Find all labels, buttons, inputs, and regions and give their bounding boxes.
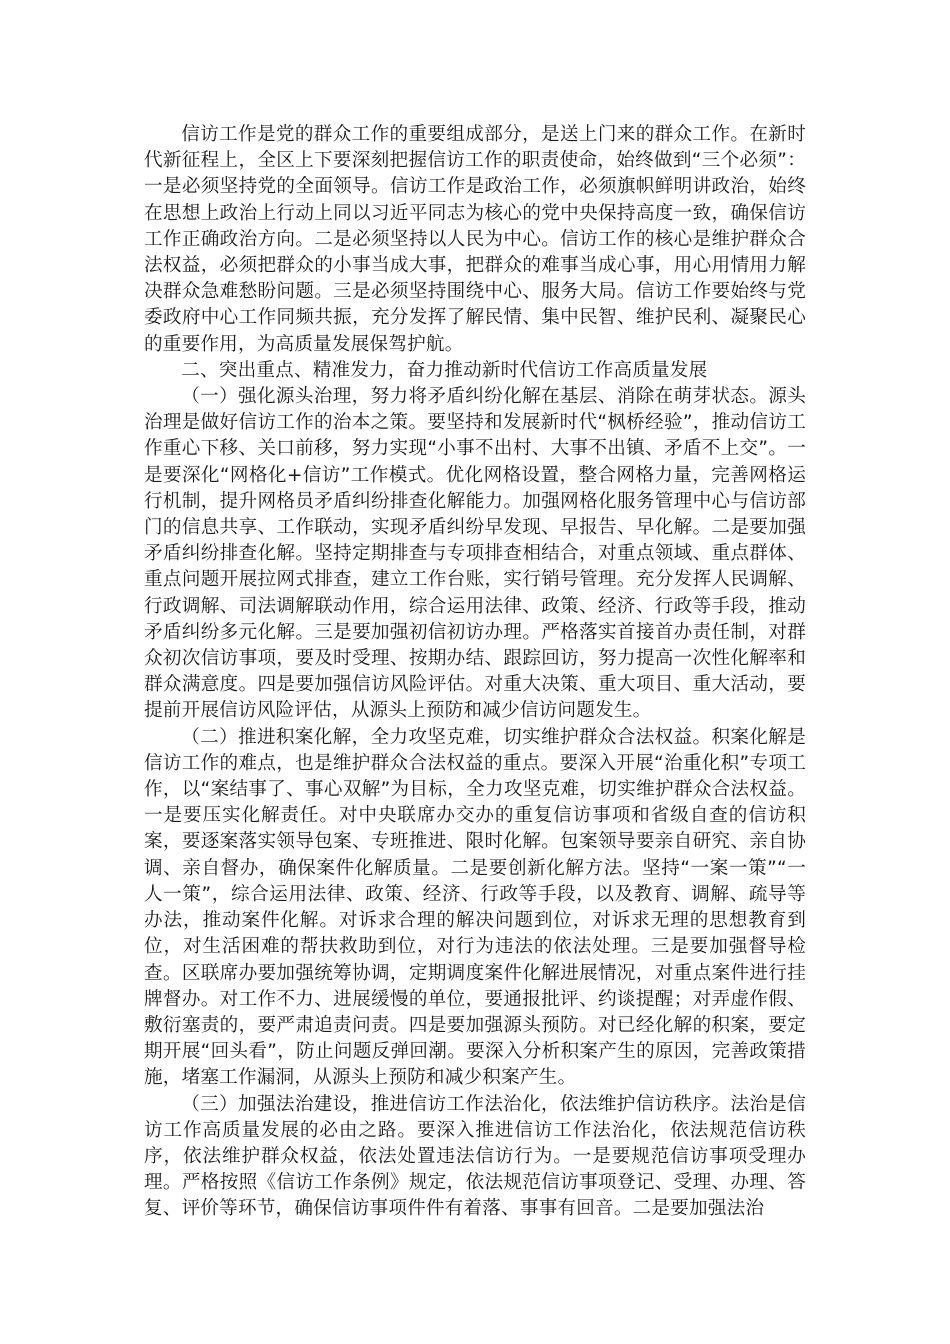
document-page	[144, 122, 806, 1223]
paragraph-rule-of-law: （三）加强法治建设，推进信访工作法治化，依法维护信访秩序。法治是信访工作高质量发展的必由之路。要深入推进信访工作法治化，依法规范信访秩序，依法维护群众权益，依法处置违法信访行为。一是要规范信访事项受理办理。严格按照《信访工作条例》规定，依法规范信访事项登记、受理、办理、答复、评价等环节，确保信访事项件件有着落、事事有回音。二是要加强法治	[144, 1093, 806, 1220]
paragraph-intro: 信访工作是党的群众工作的重要组成部分，是送上门来的群众工作。在新时代新征程上，全区上下要深刻把握信访工作的职责使命，始终做到“三个必须”：一是必须坚持党的全面领导。信访工作是政治工作，必须旗帜鲜明讲政治，始终在思想上政治上行动上同以习近平同志为核心的党中央保持高度一致，确保信访工作正确政治方向。二是必须坚持以人民为中心。信访工作的核心是维护群众合法权益，必须把群众的小事当成大事，把群众的难事当成心事，用心用情用力解决群众急难愁盼问题。三是必须坚持围绕中心、服务大局。信访工作要始终与党委政府中心工作同频共振，充分发挥了解民情、集中民智、维护民利、凝聚民心的重要作用，为高质量发展保驾护航。	[144, 124, 806, 355]
paragraph-backlog-resolution: （二）推进积案化解，全力攻坚克难，切实维护群众合法权益。积案化解是信访工作的难点，也是维护群众合法权益的重点。要深入开展“治重化积”专项工作，以“案结事了、事心双解”为目标，全力攻坚克难，切实维护群众合法权益。一是要压实化解责任。对中央联席办交办的重复信访事项和省级自查的信访积案，要逐案落实领导包案、专班推进、限时化解。包案领导要亲自研究、亲自协调、亲自督办，确保案件化解质量。二是要创新化解方法。坚持“一案一策”“一人一策”，综合运用法律、政策、经济、行政等手段，以及教育、调解、疏导等办法，推动案件化解。对诉求合理的解决问题到位，对诉求无理的思想教育到位，对生活困难的帮扶救助到位，对行为违法的依法处理。三是要加强督导检查。区联席办要加强统筹协调，定期调度案件化解进展情况，对重点案件进行挂牌督办。对工作不力、进展缓慢的单位，要通报批评、约谈提醒；对弄虚作假、敷衍塞责的，要严肃追责问责。四是要加强源头预防。对已经化解的积案，要定期开展“回头看”，防止问题反弹回潮。要深入分析积案产生的原因，完善政策措施，堵塞工作漏洞，从源头上预防和减少积案产生。	[144, 726, 806, 1089]
paragraph-source-governance: （一）强化源头治理，努力将矛盾纠纷化解在基层、消除在萌芽状态。源头治理是做好信访工作的治本之策。要坚持和发展新时代“枫桥经验”，推动信访工作重心下移、关口前移，努力实现“小事不出村、大事不出镇、矛盾不上交”。一是要深化“网格化+信访”工作模式。优化网格设置，整合网格力量，完善网格运行机制，提升网格员矛盾纠纷排查化解能力。加强网格化服务管理中心与信访部门的信息共享、工作联动，实现矛盾纠纷早发现、早报告、早化解。二是要加强矛盾纠纷排查化解。坚持定期排查与专项排查相结合，对重点领域、重点群体、重点问题开展拉网式排查，建立工作台账，实行销号管理。充分发挥人民调解、行政调解、司法调解联动作用，综合运用法律、政策、经济、行政等手段，推动矛盾纠纷多元化解。三是要加强初信初访办理。严格落实首接首办责任制，对群众初次信访事项，要及时受理、按期办结、跟踪回访，努力提高一次性化解率和群众满意度。四是要加强信访风险评估。对重大决策、重大项目、重大活动，要提前开展信访风险评估，从源头上预防和减少信访问题发生。	[144, 386, 806, 722]
section-heading: 二、突出重点、精准发力，奋力推动新时代信访工作高质量发展	[181, 359, 708, 381]
